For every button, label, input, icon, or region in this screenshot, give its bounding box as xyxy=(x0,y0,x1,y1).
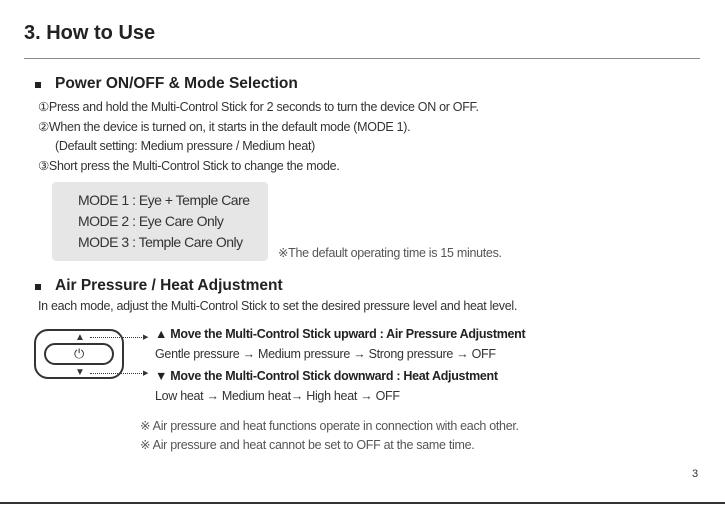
page-number: 3 xyxy=(692,468,699,480)
adjust-intro: In each mode, adjust the Multi-Control Stick to set the desired pressure level and heat level. xyxy=(38,299,518,313)
down-leader-line xyxy=(90,373,144,374)
up-arrow-icon: ▲ xyxy=(75,332,85,343)
power-step-2: ②When the device is turned on, it starts in the default mode (MODE 1). xyxy=(38,120,411,134)
bullet-icon xyxy=(35,82,41,88)
power-step-2-default: (Default setting: Medium pressure / Medium heat) xyxy=(55,139,316,153)
up-leader-line xyxy=(90,337,144,338)
adjust-note-2: ※ Air pressure and heat cannot be set to OFF at the same time. xyxy=(140,438,475,452)
down-leader-arrowhead-icon: ▶ xyxy=(143,370,149,377)
adjust-heading: Air Pressure / Heat Adjustment xyxy=(55,277,283,294)
mode-3: MODE 3 : Temple Care Only xyxy=(78,234,243,250)
adjust-note-1: ※ Air pressure and heat functions operate in connection with each other. xyxy=(140,419,519,433)
bottom-divider xyxy=(0,502,725,504)
down-adjust-title: ▼ Move the Multi-Control Stick downward : Heat Adjustment xyxy=(155,369,498,383)
operating-time-note: ※The default operating time is 15 minutes. xyxy=(278,246,502,260)
mode-2: MODE 2 : Eye Care Only xyxy=(78,213,224,229)
down-arrow-icon: ▼ xyxy=(75,367,85,378)
section-title: 3. How to Use xyxy=(24,22,156,44)
up-adjust-title: ▲ Move the Multi-Control Stick upward : Air Pressure Adjustment xyxy=(155,327,526,341)
up-leader-arrowhead-icon: ▶ xyxy=(143,334,149,341)
bullet-icon xyxy=(35,284,41,290)
down-adjust-desc: Low heat → Medium heat→ High heat → OFF xyxy=(155,389,400,403)
power-heading: Power ON/OFF & Mode Selection xyxy=(55,75,298,92)
mode-1: MODE 1 : Eye + Temple Care xyxy=(78,192,250,208)
title-divider xyxy=(24,58,700,59)
power-icon: ⏻ xyxy=(74,346,85,361)
power-step-1: ①Press and hold the Multi-Control Stick for 2 seconds to turn the device ON or OFF. xyxy=(38,100,479,114)
power-step-3: ③Short press the Multi-Control Stick to change the mode. xyxy=(38,159,340,173)
up-adjust-desc: Gentle pressure → Medium pressure → Strong pressure → OFF xyxy=(155,347,496,361)
